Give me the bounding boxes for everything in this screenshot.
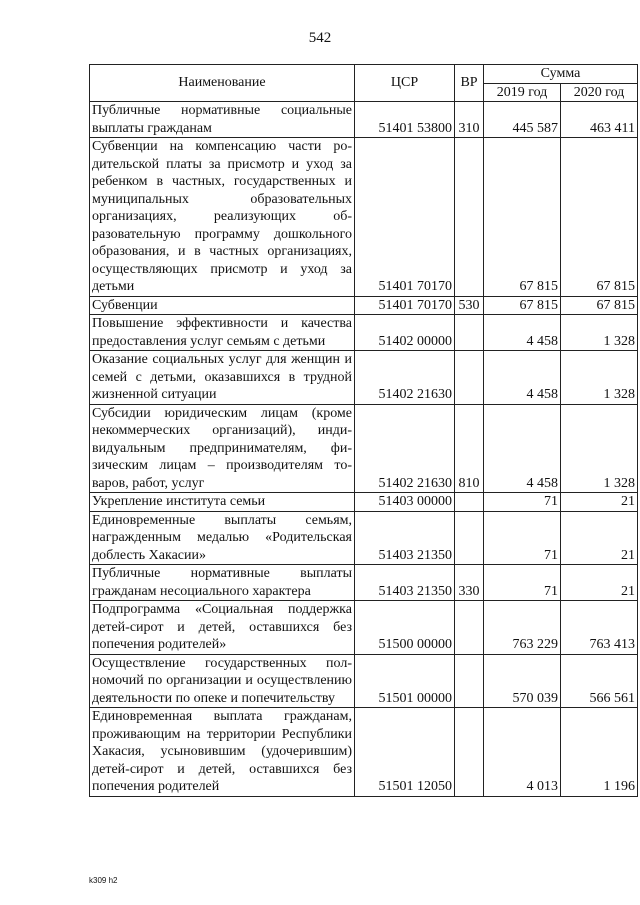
- row-sum-2020: 21: [561, 565, 638, 601]
- row-vr: [455, 654, 484, 708]
- row-csr: 51403 21350: [355, 565, 455, 601]
- row-sum-2019: 763 229: [484, 601, 561, 655]
- row-name: Осуществление государственных полномочий по организации и осуществлению деятельности по опеке и попечительству: [90, 654, 355, 708]
- row-vr: 530: [455, 296, 484, 315]
- row-name: Субсидии юридическим лицам (кроме некоммерческих организаций), индивидуальным предпринимателям, физическим лицам – производителям товаров, работ, услуг: [90, 404, 355, 493]
- row-vr: [455, 351, 484, 405]
- row-sum-2020: 1 328: [561, 404, 638, 493]
- table-row: [90, 296, 638, 315]
- row-vr: 330: [455, 565, 484, 601]
- table-row: [90, 404, 638, 493]
- row-sum-2020: 21: [561, 493, 638, 512]
- table-row: [90, 565, 638, 601]
- header-name: Наименование: [90, 65, 355, 102]
- row-sum-2019: 4 458: [484, 351, 561, 405]
- table-row: [90, 102, 638, 138]
- row-vr: [455, 708, 484, 797]
- row-sum-2019: 570 039: [484, 654, 561, 708]
- row-name: Повышение эффективности и качества предоставления услуг семьям с детьми: [90, 315, 355, 351]
- row-sum-2020: 463 411: [561, 102, 638, 138]
- row-sum-2019: 67 815: [484, 296, 561, 315]
- row-name: Публичные нормативные социальные выплаты гражданам: [90, 102, 355, 138]
- row-sum-2020: 1 328: [561, 315, 638, 351]
- row-sum-2019: 445 587: [484, 102, 561, 138]
- row-csr: 51401 53800: [355, 102, 455, 138]
- row-csr: 51402 00000: [355, 315, 455, 351]
- row-sum-2019: 71: [484, 565, 561, 601]
- row-vr: [455, 493, 484, 512]
- table-row: [90, 708, 638, 797]
- row-csr: 51403 21350: [355, 511, 455, 565]
- row-name: Подпрограмма «Социальная поддержка детей-сирот и детей, оставшихся без попечения родителей»: [90, 601, 355, 655]
- row-sum-2020: 21: [561, 511, 638, 565]
- table-row: [90, 315, 638, 351]
- row-name: Единовременные выплаты семьям, награжденным медалью «Родительская доблесть Хакасии»: [90, 511, 355, 565]
- header-sum: Сумма: [484, 65, 638, 84]
- row-sum-2019: 71: [484, 493, 561, 512]
- row-vr: [455, 511, 484, 565]
- row-sum-2019: 71: [484, 511, 561, 565]
- row-vr: [455, 315, 484, 351]
- row-name: Субвенции на компенсацию части родительской платы за присмотр и уход за ребенком в частных, государственных и муниципальных образовательных организациях, реализующих образовательную программу дошкольного образования, и в частных организациях, осуществляющих присмотр и уход за детьми: [90, 138, 355, 297]
- row-sum-2020: 566 561: [561, 654, 638, 708]
- page-number: 542: [308, 30, 332, 46]
- row-csr: 51500 00000: [355, 601, 455, 655]
- table-row: [90, 351, 638, 405]
- row-vr: [455, 138, 484, 297]
- row-name: Укрепление института семьи: [90, 493, 355, 512]
- table-row: [90, 511, 638, 565]
- row-vr: [455, 601, 484, 655]
- footer-code: k309 h2: [89, 876, 118, 885]
- row-sum-2020: 67 815: [561, 138, 638, 297]
- table-row: [90, 138, 638, 297]
- row-vr: 310: [455, 102, 484, 138]
- table-row: [90, 493, 638, 512]
- row-csr: 51401 70170: [355, 296, 455, 315]
- row-sum-2019: 4 458: [484, 315, 561, 351]
- row-name: Единовременная выплата гражданам, проживающим на территории Республики Хакасия, усыновившим (удочерившим) детей-сирот и детей, оставшихся без попечения родителей: [90, 708, 355, 797]
- row-sum-2019: 67 815: [484, 138, 561, 297]
- budget-table: [89, 64, 638, 797]
- row-name: Оказание социальных услуг для женщин и семей с детьми, оказавшихся в трудной жизненной ситуации: [90, 351, 355, 405]
- row-sum-2020: 1 328: [561, 351, 638, 405]
- header-csr: ЦСР: [355, 65, 455, 102]
- row-csr: 51402 21630: [355, 404, 455, 493]
- header-year-2019: 2019 год: [484, 83, 561, 102]
- header-row-top: [90, 65, 638, 84]
- row-csr: 51403 00000: [355, 493, 455, 512]
- header-vr: ВР: [455, 65, 484, 102]
- row-csr: 51501 12050: [355, 708, 455, 797]
- row-csr: 51402 21630: [355, 351, 455, 405]
- table-row: [90, 654, 638, 708]
- row-name: Субвенции: [90, 296, 355, 315]
- row-sum-2019: 4 458: [484, 404, 561, 493]
- row-csr: 51401 70170: [355, 138, 455, 297]
- row-csr: 51501 00000: [355, 654, 455, 708]
- row-sum-2020: 763 413: [561, 601, 638, 655]
- row-vr: 810: [455, 404, 484, 493]
- row-sum-2020: 67 815: [561, 296, 638, 315]
- row-sum-2020: 1 196: [561, 708, 638, 797]
- row-name: Публичные нормативные выплаты гражданам несоциального характера: [90, 565, 355, 601]
- row-sum-2019: 4 013: [484, 708, 561, 797]
- header-year-2020: 2020 год: [561, 83, 638, 102]
- table-row: [90, 601, 638, 655]
